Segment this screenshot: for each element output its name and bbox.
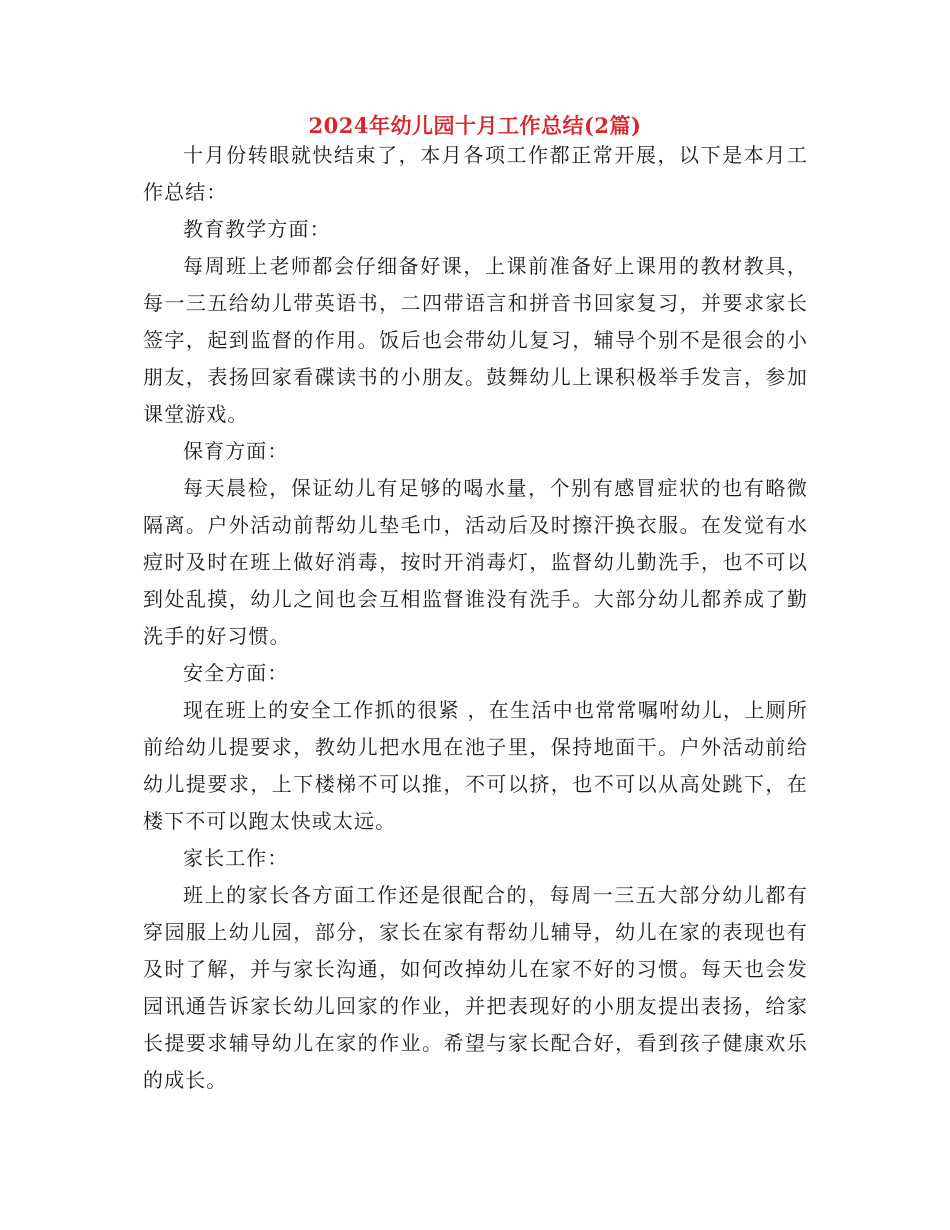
section-text-parents: 班上的家长各方面工作还是很配合的，每周一三五大部分幼儿都有穿园服上幼儿园，部分，家长在家有帮幼儿辅导，幼儿在家的表现也有及时了解，并与家长沟通，如何改掉幼儿在家不好的习惯。每天也会发园讯通告诉家长幼儿回家的作业，并把表现好的小朋友提出表扬，给家长提要求辅导幼儿在家的作业。希望与家长配合好，看到孩子健康欢乐的成长。 — [143, 883, 808, 1092]
section-text-care: 每天晨检，保证幼儿有足够的喝水量，个别有感冒症状的也有略微隔离。户外活动前帮幼儿垫毛巾，活动后及时擦汗换衣服。在发觉有水痘时及时在班上做好消毒，按时开消毒灯，监督幼儿勤洗手，也不可以到处乱摸，幼儿之间也会互相监督谁没有洗手。大部分幼儿都养成了勤洗手的好习惯。 — [143, 476, 808, 648]
section-heading-safety: 安全方面： — [183, 661, 289, 685]
section-heading-teaching: 教育教学方面： — [183, 217, 331, 241]
intro-paragraph: 十月份转眼就快结束了，本月各项工作都正常开展，以下是本月工作总结： — [143, 143, 808, 204]
section-text-teaching: 每周班上老师都会仔细备好课，上课前准备好上课用的教材教具，每一三五给幼儿带英语书，二四带语言和拼音书回家复习，并要求家长签字，起到监督的作用。饭后也会带幼儿复习，辅导个别不是很会的小朋友，表扬回家看碟读书的小朋友。鼓舞幼儿上课积极举手发言，参加课堂游戏。 — [143, 254, 808, 426]
section-text-safety: 现在班上的安全工作抓的很紧 ，在生活中也常常嘱咐幼儿，上厕所前给幼儿提要求，教幼儿把水甩在池子里，保持地面干。户外活动前给幼儿提要求，上下楼梯不可以推，不可以挤，也不可以从高处跳下，在楼下不可以跑太快或太远。 — [143, 698, 808, 833]
section-heading-care: 保育方面： — [183, 439, 289, 463]
section-heading-parents: 家长工作： — [183, 846, 289, 870]
document-title: 2024年幼儿园十月工作总结(2篇) — [308, 113, 642, 138]
document-body — [143, 137, 808, 1099]
